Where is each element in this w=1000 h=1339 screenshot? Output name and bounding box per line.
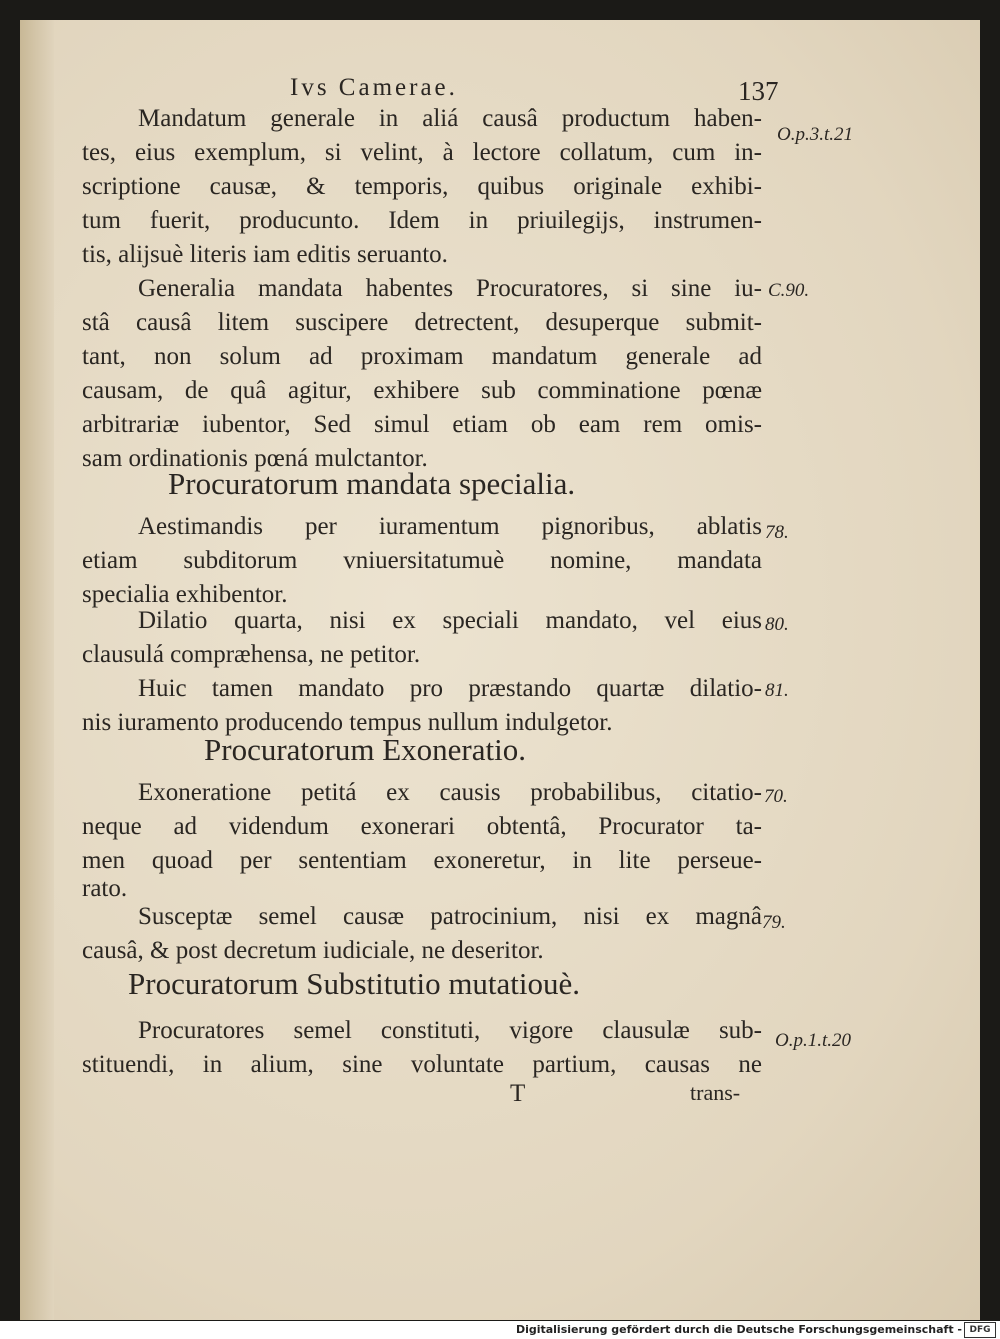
section-heading: Procuratorum Exoneratio. [204,732,526,767]
digitization-note: Digitalisierung gefördert durch die Deutsche Forschungsgemeinschaft - [515,1323,962,1336]
margin-note: O.p.3.t.21 [777,124,853,145]
text-line: causâ, & post decretum iudiciale, ne deseritor. [82,937,544,964]
text-line: scriptione causæ, & temporis, quibus originale exhibi- [82,173,762,200]
margin-note: O.p.1.t.20 [775,1030,851,1051]
text-line: clausulá compræhensa, ne petitor. [82,641,421,668]
text-line: Exoneratione petitá ex causis probabilibus, citatio- [138,779,762,806]
page-number: 137 [738,76,779,106]
text-line: tes, eius exemplum, si velint, à lectore collatum, cum in- [82,139,762,166]
margin-note: 81. [765,680,789,701]
text-line: specialia exhibentor. [82,581,288,608]
text-line: men quoad per sententiam exoneretur, in lite perseue- [82,847,762,874]
text-line: tis, alijsuè literis iam editis seruanto. [82,241,448,268]
text-line: tant, non solum ad proximam mandatum generale ad [82,343,762,370]
text-line: etiam subditorum vniuersitatumuè nomine, mandata [82,547,762,574]
text-line: Mandatum generale in aliá causâ productum haben- [138,105,762,132]
text-line: stâ causâ litem suscipere detrectent, desuperque submit- [82,309,762,336]
signature-mark: T [510,1080,526,1107]
text-line: neque ad videndum exonerari obtentâ, Procurator ta- [82,813,762,840]
text-line: sam ordinationis pœná mulctantor. [82,445,428,472]
text-line: tum fuerit, producunto. Idem in priuilegijs, instrumen- [82,207,762,234]
margin-note: 79. [762,912,786,933]
text-line: nis iuramento producendo tempus nullum indulgetor. [82,709,613,736]
text-line: Huic tamen mandato pro præstando quartæ dilatio- [138,675,762,702]
text-line: arbitrariæ iubentor, Sed simul etiam ob eam rem omis- [82,411,762,438]
margin-note: 78. [765,522,789,543]
margin-note: C.90. [768,280,810,301]
page-gutter [20,20,54,1320]
catchword: trans- [690,1080,741,1105]
margin-note: 80. [765,614,789,635]
margin-note: 70. [764,786,788,807]
text-line: Susceptæ semel causæ patrocinium, nisi ex magnâ [138,903,762,930]
text-line: Generalia mandata habentes Procuratores, si sine iu- [138,275,762,302]
text-line: rato. [82,875,128,902]
text-line: Aestimandis per iuramentum pignoribus, ablatis [138,513,762,540]
running-head: Ivs Camerae. [290,74,458,101]
text-line: Procuratores semel constituti, vigore clausulæ sub- [138,1017,762,1044]
text-line: Dilatio quarta, nisi ex speciali mandato, vel eius [138,607,762,634]
section-heading: Procuratorum mandata specialia. [168,466,576,501]
text-line: stituendi, in alium, sine voluntate partium, causas ne [82,1051,762,1078]
dfg-logo: DFG [964,1322,996,1338]
text-line: causam, de quâ agitur, exhibere sub comminatione pœnæ [82,377,762,404]
section-heading: Procuratorum Substitutio mutatiouè. [128,966,581,1001]
